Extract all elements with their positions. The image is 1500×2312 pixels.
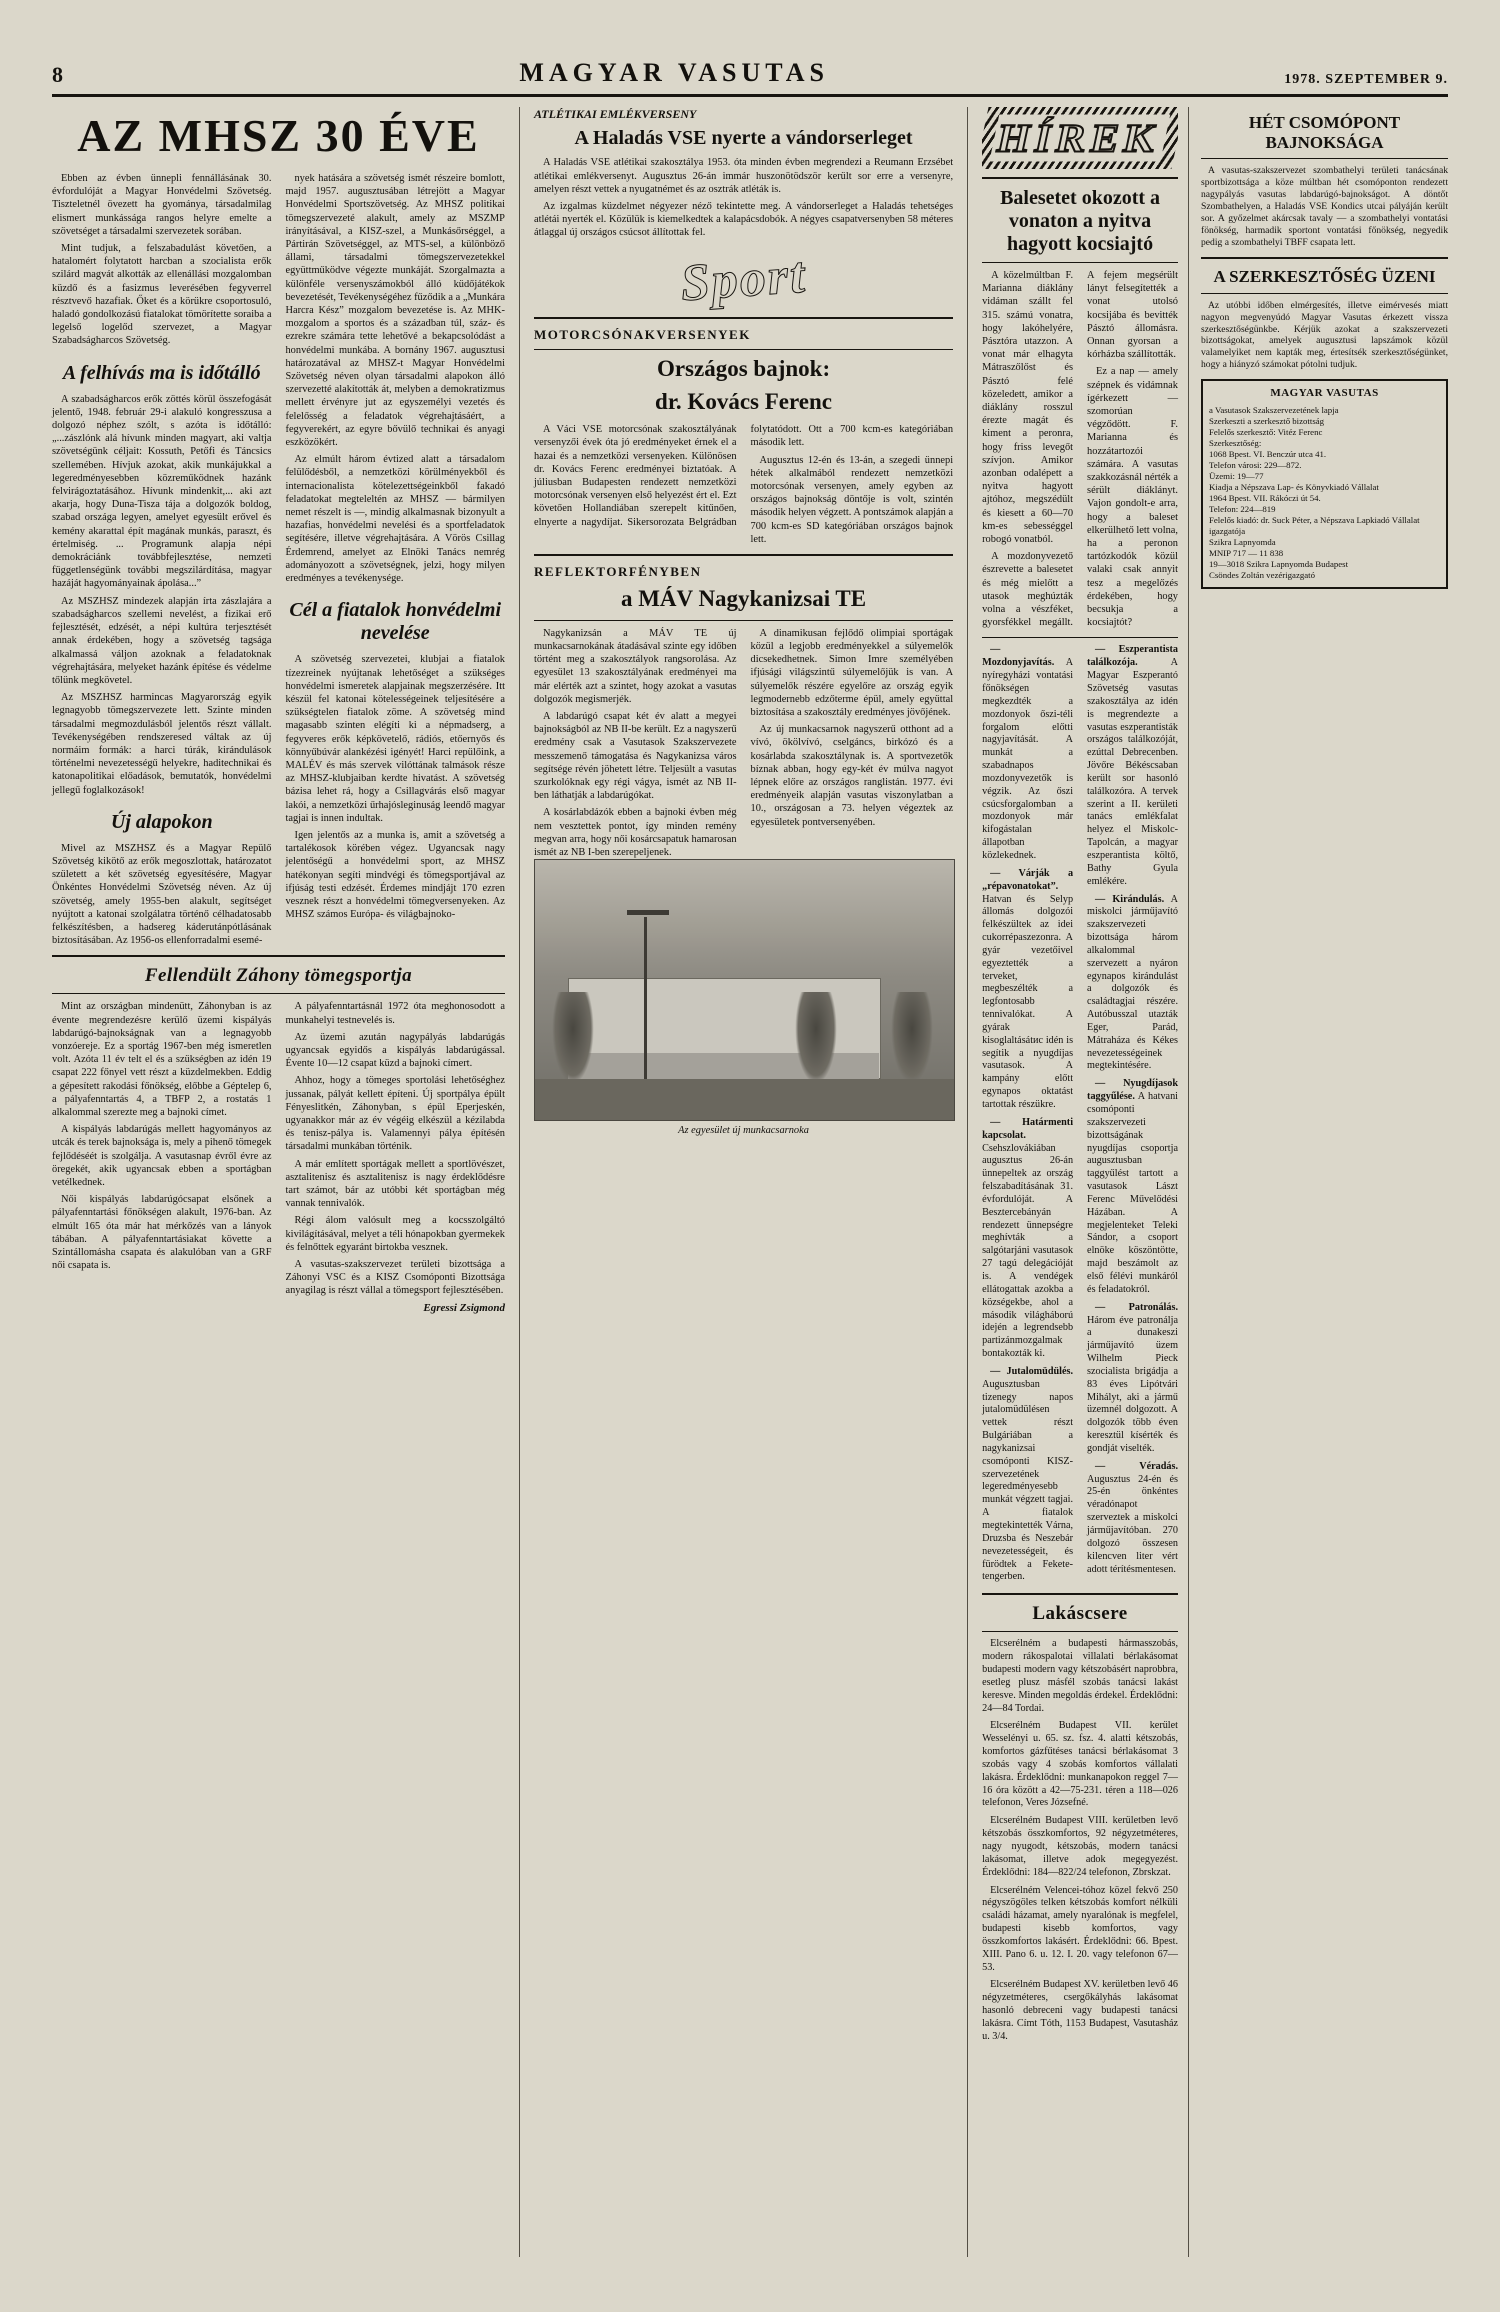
divider bbox=[982, 1593, 1178, 1595]
paragraph: Ebben az évben ünnepli fennállásának 30. évfordulóját a Magyar Honvédelmi Szövetség. Tiszteletnél övezett ha gyománya, társadalmilag elismert munkássága rangos helyre emelte a szövetséget a társadalmi szervezetek sorában. bbox=[52, 173, 272, 237]
impressum-line: Szerkeszti a szerkesztő bizottság bbox=[1209, 416, 1325, 427]
het-csomopont-title: HÉT CSOMÓPONT BAJNOKSÁGA bbox=[1248, 113, 1401, 152]
paragraph: Igen jelentős az a munka is, amit a szövetség a tartalékosok körében végez. Ugyancsak nagy jelentőségű a honvédelmi sport, az MHSZ hatékonyan segíti mindvégi és tömegsportjával az ifjúság testi edzését. Érdemes mindjájt 170 ezren vesznek részt a honvédelmi tömegversenyeken. Az MHSZ számos Európa- és világbajnoko- bbox=[285, 829, 505, 921]
paragraph: A Váci VSE motorcsónak szakosztályának versenyzői évek óta jó eredményeket érnek el a hazai és a nemzetközi versenyeken. Különösen dr. Kovács Ferenc eredményei biztatóak. A júliusban Budapesten rendezett nemzetközi motorcsónak versenyen első helyezést ért el. Ezt követően Hollandiában szerepelt kitűnően, elnyerte a nagydíjat. Sikersorozata Belgrádban folytatódott. Ott a 700 kcm-es kategóriában második lett. bbox=[533, 424, 954, 528]
news-item bbox=[982, 868, 1073, 1112]
hirek-lead-body bbox=[982, 269, 1178, 631]
mhsz-article-body bbox=[52, 172, 505, 947]
motorcsonak-body bbox=[534, 423, 953, 546]
page-body bbox=[52, 107, 1448, 2257]
atletikai-title: A Haladás VSE nyerte a vándorserleget bbox=[574, 127, 913, 150]
divider bbox=[52, 955, 505, 957]
impressum bbox=[1201, 379, 1448, 589]
paragraph: Az elmúlt három évtized alatt a társadalom felülődésből, a nemzetközi körülményekből és internacionalista kötelezettségeinkből fakadó feladatokat megteleltén az MHSZ — bármilyen nemet részelt is —, mindig alkalmasnak bizonyult a hazafias, honvédelmi nevelési és a sportfeladatok segítésére, illetve végrehajtására. A Vörös Csillag Érdemrend, amelyet az Elnöki Tanács nemrég adományozott a szövetségnek, jelzi, hogy milyen eredményes a tevékenysége. bbox=[285, 454, 505, 585]
divider bbox=[982, 262, 1178, 263]
divider bbox=[52, 993, 505, 994]
news-item-text: A Magyar Eszperantó Szövetség vasutas szakosztálya az idén is megrendezte a vasutas eszperantisták országos találkozóját, ezúttal Debrecenben. Jövőre Békéscsaban került sor hasonló találkozóra. A tervek szerint a II. kerületi tanács emlékfalat helyez el Miskolc-Tapolcán, a magyar eszperantista költő, Bathy Gyula emlékére. bbox=[1087, 657, 1178, 887]
divider bbox=[1201, 293, 1448, 294]
impressum-line: 1068 Bpest. VI. Benczúr utca 41. bbox=[1209, 449, 1327, 460]
lakascsere-ad: Elcserélném Budapest VIII. kerületben levő kétszobás összkomfortos, 92 négyzetméteres, nagy nyugodt, kétszobás, modern tanácsi lakásomat, illetve adok megegyezést. Érdeklődni: 184—822/24 telefonon, Zbrskzat. bbox=[982, 1815, 1178, 1878]
impressum-line: MNIP 717 — 11 838 bbox=[1209, 547, 1284, 558]
paragraph: Ez a nap — amely szépnek és vidámnak ígérkezett — szomorúan végződött. F. Marianna és hozzátartozói számára. A vasutas szakkozásnál nérték a sérült diáklányt. Vajon gondolt-e arra, hogy a baleset elkerülhető lett volna, ha a peronon tartózkodók közül valaki csak annyit tesz a megelőzés érdekében, hogy becsukja a kocsiajtót? bbox=[1087, 366, 1178, 629]
news-item bbox=[982, 644, 1073, 862]
photo-tree bbox=[795, 992, 837, 1084]
paragraph: A közelmúltban F. Marianna diáklány vidáman szállt fel 315. számú vonatra, hogy lakóhelyére, Pásztóra utazzon. A vonat már elhagyta Mátraszőlőst és Pásztó felé közeledett, amikor a diáklány rosszul érezte magát és kiment a peronra, hogy friss levegőt szívjon. Amikor azonban odalépett a nyitva hagyott ajtóhoz, megszédült és kiesett a 60—70 km-es sebességgel robogó vonatból. bbox=[982, 270, 1074, 546]
news-item-text: Hatvan és Selyp állomás dolgozói felkészültek az idei cukorrépaszezonra. A gyár vezetőivel egyeztették a terveket, megbeszélték a legfontosabb tennivalókat. A gyárak kisoglaltásátис idén is segítik a nyugdíjas vasutasok. A kampány előtt egynapos oktatást tartottak részükre. bbox=[982, 893, 1074, 1111]
paragraph: A már említett sportágak mellett a sportlövészet, asztalitenisz és asztalitenisz is nagy érdeklődésre tart számot, bár az utóbbi két sportágban még vannak tennivalók. bbox=[285, 1158, 505, 1210]
hirek-banner-text: HÍREK bbox=[989, 115, 1170, 162]
divider bbox=[534, 349, 953, 350]
news-item-text: Augusztus 24-én és 25-én önkéntes véradónapot szerveztek a miskolci járműjavítóban. 270 dolgozó összesen kilencven liter vért adott térítésmentesen. bbox=[1087, 1473, 1178, 1575]
page-number: 8 bbox=[52, 62, 64, 87]
news-item-lead: — Kirándulás. bbox=[1095, 893, 1165, 905]
impressum-line: Kiadja a Népszava Lap- és Könyvkiadó Vállalat bbox=[1209, 482, 1379, 493]
paragraph: Az MSZHSZ harmincas Magyarország egyik legnagyobb tömegszervezete lett. Szinte minden társadalmi megmozdulásból jelentős részt vállalt. Tevékenységében rendszeresed váltak az új normáim formák: a harci túrák, kirándulások történelmi nevezetességű helyekre, haditechnikai és katonapolitikai előadások, bemutatók, honvédelmi jellegű foglalkozások! bbox=[52, 692, 272, 796]
paragraph: Augusztus 12-én és 13-án, a szegedi ünnepi hétek alkalmából rendezett nemzetközi motorcsónak versenyen, amely egyben az országos bajnokság döntője is volt, szintén második helyen végzett. A pontszámok alapján a 700 kcm-es SD kategóriában országos bajnok lett. bbox=[750, 454, 954, 545]
subheading: Új alapokon bbox=[110, 810, 213, 833]
photo-lamp bbox=[627, 910, 669, 915]
photo-caption: Az egyesület új munkacsarnoka bbox=[678, 1125, 809, 1137]
hirek-items bbox=[982, 644, 1178, 1585]
paragraph: Az izgalmas küzdelmet négyezer néző tekintette meg. A vándorserleget a Haladás tehetséges atlétái nyerték el. Közülük is kiemelkedtek a kalapácsdobók. A négyes csapatversenyben 58 méteres átlaggal új országos csúcsot állítottak fel. bbox=[533, 201, 954, 239]
subheading: Cél a fiatalok honvédelmi nevelése bbox=[289, 599, 502, 645]
news-item bbox=[1087, 644, 1178, 888]
news-item-text: A hatvani csomóponti szakszervezeti bizottságának nyugdíjas csoportja augusztusban taggyűlést tartott a vasutasok Lászt Ferenc Művelődési Házában. A megjelenteket Teleki Sándor, a csoport elnöke köszöntötte, majd beszámolt az első félévi munkáról és feladatokról. bbox=[1087, 1091, 1178, 1295]
paragraph: Az üzemi azután nagypályás labdarúgás ugyancsak egyidős a kispályás labdarúgással. Évente 10—12 csapat küzd a bajnoki címert. bbox=[285, 1031, 505, 1070]
impressum-line: Szikra Lapnyomda bbox=[1209, 537, 1276, 547]
news-item-text: Három éve patronálja a dunakeszi járműjavító üzem Wilhelm Pieck szocialista brigádja a 83 éves Lipótvári Mihályt, aki a jármű üzemnél dolgozott. A dolgozók több éven keresztül kísérték és gondját viselték. bbox=[1087, 1314, 1178, 1454]
impressum-line: Csöndes Zoltán vezérigazgató bbox=[1209, 569, 1316, 580]
news-item-lead: — Véradás. bbox=[1095, 1460, 1178, 1472]
paragraph: Mivel az MSZHSZ és a Magyar Repülő Szövetség kikötő az erők megoszlottak, határozatot született a két szövetség egyesítésére, Magyar Önkéntes Honvédelmi Szövetség néven. Az új szövetség, amely 1955-ben alakult, segítséget nyújtott a katonai szolgálatra történő célhadatosabb felkészítésben, a hadsereg káderutánpótlásának biztosításában. Az 1956-os ellenforradalmi esemé- bbox=[52, 842, 272, 947]
paragraph: A vasutas-szakszervezet területi bizottsága a Záhonyi VSC és a KISZ Csomóponti Bizottsága anyagilag is részt vállal a tömegsport fejlesztésében. bbox=[285, 1259, 505, 1297]
page-title: AZ MHSZ 30 ÉVE bbox=[77, 110, 480, 161]
paragraph: nyek hatására a szövetség ismét részeire bomlott, majd 1957. augusztusában létrejött a Magyar Honvédelmi Sportszövetség. Az MHSZ politikai tömegszervezeté alakult, amely az MSZMP irányításával, a KISZ-szel, a Munkásőrséggel, a Pártirán Szövetséggel, az MTS-sel, a különböző állami, társadalmi tömegszervezetekkel együttműködve végezte munkáját. Szorgalmazta a különféle versenyszámokból álló küdőjátékok bevezetését, Tevékenységéhez fűződik a a „Munkára Harcra Kész” mozgalom bevezetése is. Az MHK-mozgalom a sportos és a században túl, száz- és ezrekre számára tette lehetővé a bekapcsolódást a honvédelmi munkába. A bornány 1967. augusztusi határozatával az MHSZ-t Magyar Honvédelmi Szövetség néven olyan társadalmi alapokon álló szervezetté alakították át, melyben a demokratizmus mellett érvényre jut az egyszemélyi vezetés és felelősség a feladatok végrehajtásáért, a fegyverekért, az egyre bővülő technikai és anyagi eszközökért. bbox=[285, 173, 505, 449]
news-item bbox=[1087, 894, 1178, 1074]
divider bbox=[982, 177, 1178, 179]
impressum-line: 1964 Bpest. VII. Rákóczi út 54. bbox=[1209, 493, 1321, 504]
hirek-banner bbox=[982, 107, 1178, 169]
photo-ground bbox=[535, 1079, 954, 1121]
paragraph: Régi álom valósult meg a kocsszolgáltó kivilágításával, melyet a téli hónapokban gyermekek és felnőttek egyaránt birtokba vesznek. bbox=[285, 1215, 505, 1253]
paragraph: A kosárlabdázók ebben a bajnoki évben még nem vesztettek pontot, így minden remény megvan arra, hogy női kosárcsapatuk hamarosan ismét az NB I-ben szerepeljenek. bbox=[533, 807, 737, 858]
paragraph: Az új munkacsarnok nagyszerű otthont ad a vívó, ökölvívó, cselgáncs, birkózó és a kosárlabda szakosztálynak is. A sportvezetők bíznak abban, hogy egy-két év múlva nagyot lépnek előre az országos ranglistán. 1977. évi eredményeik alapján vasutas viszonylatban a 10., országosan a 73. helyen végeztek az egyesületek pontversenyében. bbox=[750, 724, 954, 828]
impressum-line: Üzemi: 19—77 bbox=[1209, 471, 1264, 482]
impressum-line: Felelős kiadó: dr. Suck Péter, a Népszava Lapkiadó Vállalat igazgatója bbox=[1209, 515, 1420, 537]
impressum-line: Telefon: 224—819 bbox=[1209, 504, 1276, 515]
paragraph: A labdarúgó csapat két év alatt a megyei bajnokságból az NB II-be került. Ez a nagyszerű eredmény csak a Vasutasok Szakszervezete messzemenő támogatása és Nagykanizsa város segítsége révén jöhetett létre. Teljesült a vasutas szurkolóknak egy régi vágya, ismét az NB II-ben láthatják a labdarúgókat. bbox=[533, 710, 737, 802]
paragraph: Az utóbbi időben elmérgesítés, illetve eimérvesés miatt nagyon megvenyúdó Magyar Vasutas érkezett vissza szerkesztőségünkbe. Kérjük azokat a szakszervezeti bizottságokat, amelyek augusztusi lapszámok közül valamelyiket nem kapták meg, értesítsék szerkesztőségünket, hogy a hiányzó számokat pótolni tudjuk. bbox=[1201, 299, 1448, 371]
news-item-lead: — Határmenti kapcsolat. bbox=[982, 1116, 1074, 1141]
subheading: A felhívás ma is időtálló bbox=[62, 361, 261, 384]
paragraph: A szövetség szervezetei, klubjai a fiatalok tízezreinek nyújtanak lehetőséget a szükséges honvédelmi ismeretek alapjainak megszerzésére. Itt készül fel katonai kötelességeinek teljesítésére a szükségtelen fiatalok zöme. A szövetség mind magasabb szinten elégíti ki a népmadserg, a fegyveres erők képkövetelő, rádiós, etőernyős és könnyűbúvár alankézési igényét! Harci repülőink, a MALÉV és más szervek vilóttának talmások része az MHSZ-klubjaiban kerdte hivatást. A szövetség bázisa lehet rá, hogy a Csillagvárás első magyar lakói, a nemzetközi űrhajósleginuság leendő magyar tagjai is innen indultak. bbox=[285, 654, 505, 824]
paragraph: Nagykanizsán a MÁV TE új munkacsarnokának átadásával szinte egy időben történt meg a szakosztályok rangsorolása. Az egyesület 13 szakosztályának eredményei ma már elérték azt a szintet, hogy azokat a vasutas dolgozók megismerjék. bbox=[533, 627, 737, 705]
news-item-lead: — Eszperantista találkozója. bbox=[1087, 644, 1178, 669]
paragraph: A dinamikusan fejlődő olimpiai sportágak közül a legjobb eredményekkel a súlyemelők dicsekedhetnek. Simon Imre személyében ifjúsági világszintű súlyemelőjük is van. A súlyemelők részére egyelőre az ország egyik legmodernebb edzőterme épül, amely együttal biztosítása a szakosztály eredményes jövőjének. bbox=[750, 627, 954, 718]
lakascsere-title: Lakáscsere bbox=[1032, 1603, 1128, 1625]
paragraph: A szabadságharcos erők zöttés körül összefogását jelentő, 1948. február 29-i alakuló kongresszusa a dolgozó néphez szólt, s azóta is időtálló: „...zászlónk alá hívunk minden magyart, aki valtja szövetségünk céljait: Kossuth, Petőfi és Táncsics szellemében. Hívjuk azokat, akik munkájukkal a legeredményesebben közreműködnek hazánk felvirágoztatásához. Hívunk mindenkit,... aki azt akarja, hogy Duna-Tisza tája a dolgozók boldog, szabad országa legyen, amelyet egyesült erővel és kemény akarattal épít magának munkás, paraszt, és értelmiség. ... Programunk alapja népi demokráciánk továbbfejlesztése, nemzeti függetlenségünk további megszilárdítása, magyar hazáját hagyományainak ápolása...” bbox=[52, 393, 272, 590]
reflektor-kicker: REFLEKTORFÉNYBEN bbox=[533, 563, 702, 579]
column-left bbox=[52, 107, 520, 2257]
motorcsonak-title1: Országos bajnok: bbox=[656, 355, 831, 381]
newspaper-title: MAGYAR VASUTAS bbox=[519, 58, 829, 87]
paragraph: Mint az országban mindenütt, Záhonyban is az évente megrendezésre kerülő üzemi kispályás labdarúgó-bajnokságnak van a legnagyobb vonzóereje. Ez a sportág 1967-ben még ismeretlen volt. Azóta 11 év telt el és a szükségben az idén 19 csapat 222 főnyel vett részt a küzdelmekben. Eddig a gépesített rakodási főnökség, előbbe a Géptelep 6, a pályafenntartás 4, a TBFP 2, a rostatás 1 alkalommal szerezte meg a bajnoki címet. bbox=[52, 1001, 272, 1118]
divider bbox=[534, 554, 953, 556]
paragraph: A pályafenntartásnál 1972 óta meghonosodott a munkahelyi testnevelés is. bbox=[285, 1001, 505, 1026]
masthead bbox=[52, 58, 1448, 97]
column-middle bbox=[520, 107, 968, 2257]
lakascsere-intro: Elcserélném a budapesti hármasszobás, modern rákospalotai villalati bérlakásomat budapesti modern vagy kétszobásért naprobbra, esetleg plusz másfél szobás tanácsi lakást keresve. Minden megoldás érdekel. Érdeklődni: 24—84 Tordai. bbox=[982, 1638, 1178, 1714]
paragraph: A vasutas-szakszervezet szombathelyi területi tanácsának sportbizottsága a köze múltban hét csomóponton rendezett nagypályás vasutas labdarúgó-bajnokságot. A döntőt Szombathelyen, a Haladás VSE Kondics utcai pályáján került sor. A győzelmet akárcsak tavaly — a szombathelyi vontatási fönökség, harmadik sportont vontatási főnökség, negyedik pedig a szombathelyi TBFF csapata lett. bbox=[1201, 165, 1448, 248]
szerkesztoseg-title: A SZERKESZTŐSÉG ÜZENI bbox=[1213, 266, 1436, 286]
news-item-text: A nyíregyházi vontatási főnökségen megkezdték a mozdonyok őszi-téli forgalom előtti nagyjavítását. A munkát a szabadnapos mozdonyvezetők is végzik. Az őszi csúcsforgalomban a mozdonyok már kifogástalan állapotban közlekednek. bbox=[982, 657, 1074, 861]
news-item bbox=[1087, 1078, 1178, 1296]
paragraph: Ahhoz, hogy a tömeges sportolási lehetőséghez jussanak, pályát kellett építeni. Új sportpálya épült Fényeslitkén, Záhonyban, s épül Eperjeskén, ugyanakkor már az év végéig elkészül a kézilabda és tenisz-pálya is. Valamennyi pálya építésén társadalmi munkában történik. bbox=[285, 1075, 505, 1153]
divider bbox=[982, 1631, 1178, 1632]
column-far-right bbox=[1188, 107, 1448, 2257]
paragraph: Női kispályás labdarúgócsapat elsőnek a pályafenntartási főnökségen alakult, 1976-ban. Az elmúlt 165 óta már hat mérkőzés van a lányok tábában. A pályafenntartásiakat követte a Szintállomásha csapata és alakulóban van a GRF női csapata is. bbox=[52, 1194, 272, 1272]
news-item bbox=[1087, 1302, 1178, 1456]
news-item-lead: — Jutalomüdülés. bbox=[990, 1365, 1074, 1377]
photo-tree bbox=[891, 992, 933, 1084]
reflektor-body bbox=[534, 627, 953, 859]
paragraph: A mozdonyvezető észrevette a balesetet és még mielőtt a utasok meghúzták volna a vészféket, gyorsfékkel megállt. A fejem megsérült lányt felsegítették a vonat utolsó kocsijába és bevitték Pásztó állomásra. Onnan gyorsan a kórházba szállították. bbox=[982, 270, 1178, 629]
impressum-line: 19—3018 Szikra Lapnyomda Budapest bbox=[1209, 558, 1349, 569]
lakascsere-ad: Elcserélném Velencei-tóhoz közel fekvő 250 négyszögöles telken kétszobás komfort nélküli családi házamat, amely nyaralónak is megfelel, budapesti kisebb komfortos, vagy összkomfortos lakásért. Érdeklődni: 66. Bpest. XIII. Pano 6. u. 12. I. 20. vagy telefonon 67—53. bbox=[982, 1884, 1178, 1973]
paragraph: A kispályás labdarúgás mellett hagyományos az utcák és terek bajnoksága is, mely a pihenő tömegek fejlődéséét is szolgálja. A vasutasnap évről évre az öregekét, akik ugyancsak ebben a sportágban vetélkednek. bbox=[52, 1124, 272, 1188]
paragraph: Az MSZHSZ mindezek alapján írta zászlajára a szabadságharcos szellemi nevelést, a fizikai erő fejlesztését, edzését, a népi kultúra terjesztését annak érdekében, hogy a szövetség tagsága alkalmassá váljon azoknak a feladatoknak végrehajtására, melyeket hazánk építése és védelme tőlünk megkövetel. bbox=[52, 595, 272, 686]
news-item-lead: — Mozdonyjavítás. bbox=[982, 644, 1055, 669]
paragraph: A Haladás VSE atlétikai szakosztálya 1953. óta minden évben megrendezi a Reumann Erzsébet atlétikai emlékversenyt. Augusztus 26-án immár huszonötödször került sor erre a versenyre, amelyen részt vettek a nyugatnémet és az osztrák atléták is. bbox=[533, 157, 954, 195]
reflektor-title: a MÁV Nagykanizsai TE bbox=[620, 585, 867, 611]
news-item-text: Augusztusban tizenegy napos jutalomüdülésen vettek részt Bulgáriában a nagykanizsai csomóponti KISZ-szervezetének legeredményesebb munkát végzett tagjai. A fiatalok megtekintették Várna, Druzsba és Neszebár nevezetességeit, és fürödtek a Fekete-tengerben. bbox=[982, 1378, 1074, 1583]
zahony-body bbox=[52, 1000, 505, 1297]
photo-munkacsarnok bbox=[534, 859, 955, 1121]
paragraph: Mint tudjuk, a felszabadulást követően, a hatalomért folytatott harcban a szocialista erők szilárd magvát alkották az ellenállási mozgalomban küzdő és a fasizmus leverésében fegyverrel résztvevő hazafiak. Őket és a körükre csoportosuló, haladó gondolkozású fiatalokat tömörítette soraiba a legelső logelőd szervezet, a Magyar Szabadságharcos Szövetség. bbox=[52, 243, 272, 347]
atletikai-kicker: ATLÉTIKAI EMLÉKVERSENY bbox=[533, 107, 697, 121]
lakascsere-ad: Elcserélném Budapest VII. kerület Wesselényi u. 65. sz. fsz. 4. alatti kétszobás, komfortos gázfűtéses tanácsi bérlakásomat 3 szobás vagy 4 szobás komfortos vállalati lakásra. Érdeklődni: munkanapokon reggel 7—16 óra között a 42—75-231. téren a 118—026 telefonon, Veres Józsefné. bbox=[982, 1720, 1178, 1809]
news-item-text: Csehszlovákiában augusztus 26-án ünnepeltek az ország felszabadításának 31. évfordulóját. A Besztercebányán rendezett ünnepségre meghívták a salgótarjáni vasutasok 27 tagú delegációját is. A vendégek ellátogattak azokba a községekbe, ahol a második világháború idején a legrendsebb partizánmozgalmak bontakozták ki. bbox=[982, 1142, 1074, 1360]
impressum-title: MAGYAR VASUTAS bbox=[1270, 387, 1379, 400]
news-item-text: A miskolci járműjavító szakszervezeti bizottsága három alkalommal szervezett a nyáron egynapos kirándulást a dolgozók és családtagjai részére. Autóbusszal utazták Eger, Parád, Mátraháza és Kékes nevezetességeinek megtekintésére. bbox=[1087, 893, 1178, 1072]
news-item bbox=[982, 1117, 1073, 1361]
news-item bbox=[1087, 1461, 1178, 1577]
impressum-line: a Vasutasok Szakszervezetének lapja bbox=[1209, 405, 1339, 416]
column-right bbox=[968, 107, 1448, 2257]
news-item-lead: — Nyugdíjasok taggyűlése. bbox=[1087, 1078, 1178, 1103]
divider bbox=[534, 620, 953, 621]
zahony-title: Fellendült Záhony tömegsportja bbox=[144, 965, 413, 987]
motorcsonak-kicker: MOTORCSÓNAKVERSENYEK bbox=[533, 326, 751, 342]
divider bbox=[1201, 257, 1448, 259]
news-item-lead: — Várják a „répavonatokat”. bbox=[982, 867, 1074, 892]
sport-logo: Sport bbox=[678, 246, 809, 312]
impressum-line: Telefon városi: 229—872. bbox=[1209, 460, 1302, 471]
lakascsere-ad: Elcserélném Budapest XV. kerületben levő 46 négyzetméteres, csergőkályhás lakásomat hasonló debreceni vagy budapesti tanácsi lakásra. Címt Tóth, 1153 Budapest, Vasutasház u. 3/4. bbox=[982, 1979, 1178, 2042]
impressum-line: Szerkesztőség: bbox=[1209, 438, 1262, 449]
divider bbox=[982, 637, 1178, 638]
impressum-line: Felelős szerkesztő: Vitéz Ferenc bbox=[1209, 427, 1323, 438]
byline: Egressi Zsigmond bbox=[423, 1301, 505, 1314]
news-item-lead: — Patronálás. bbox=[1095, 1301, 1178, 1313]
photo-pole bbox=[644, 917, 647, 1078]
issue-date: 1978. SZEPTEMBER 9. bbox=[1284, 72, 1448, 87]
news-item bbox=[982, 1366, 1073, 1584]
motorcsonak-title2: dr. Kovács Ferenc bbox=[655, 389, 832, 415]
divider bbox=[1201, 158, 1448, 159]
photo-tree bbox=[552, 992, 594, 1084]
hirek-lead-title: Balesetet okozott a vonaton a nyitva hagyott kocsiajtó bbox=[1000, 187, 1161, 255]
